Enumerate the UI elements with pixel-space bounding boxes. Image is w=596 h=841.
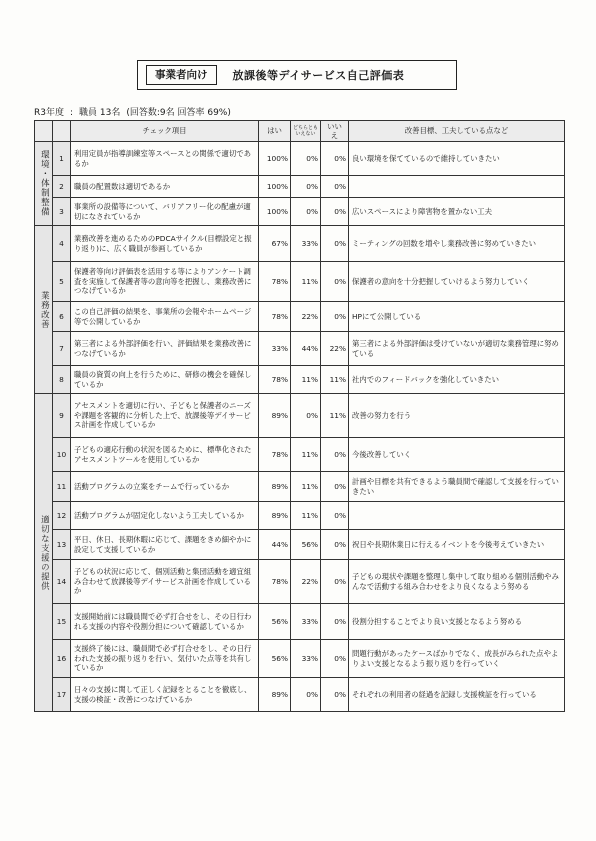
no-value: 0% (321, 678, 349, 712)
yes-value: 78% (259, 302, 291, 332)
check-item: アセスメントを適切に行い、子どもと保護者のニーズや課題を客観的に分析した上で、放課後等デイサービス計画を作成しているか (71, 394, 259, 438)
meta-answers: (回答数:9名 回答率 69%) (126, 108, 231, 118)
table-row (35, 502, 565, 530)
yes-value: 89% (259, 678, 291, 712)
no-value: 22% (321, 332, 349, 366)
neither-value: 0% (291, 678, 321, 712)
row-number: 2 (53, 176, 71, 198)
table-row (35, 678, 565, 712)
check-item: 支援開始前には職員間で必ず打合せをし、その日行われる支援の内容や役割分担について確認しているか (71, 604, 259, 640)
check-item: 職員の資質の向上を行うために、研修の機会を確保しているか (71, 366, 259, 394)
neither-value: 11% (291, 366, 321, 394)
table-row (35, 530, 565, 560)
meta-staff: 職員 13名 (79, 108, 121, 118)
improvement-note: 子どもの現状や課題を整理し集中して取り組める個別活動やみんなで活動する組み合わせをより良くなるよう努める (349, 560, 565, 604)
improvement-note: HPにて公開している (349, 302, 565, 332)
row-number: 17 (53, 678, 71, 712)
no-value: 0% (321, 176, 349, 198)
yes-value: 89% (259, 502, 291, 530)
table-row (35, 176, 565, 198)
row-number: 3 (53, 198, 71, 226)
neither-value: 33% (291, 226, 321, 262)
no-value: 0% (321, 142, 349, 176)
neither-value: 11% (291, 502, 321, 530)
section-label: 業務改善 (35, 226, 53, 394)
no-value: 0% (321, 302, 349, 332)
check-item: 子どもの適応行動の状況を図るために、標準化されたアセスメントツールを使用しているか (71, 438, 259, 472)
table-row (35, 332, 565, 366)
yes-value: 78% (259, 366, 291, 394)
survey-meta (34, 105, 237, 118)
table-row (35, 604, 565, 640)
table-row (35, 394, 565, 438)
header-no-answer: いいえ (321, 121, 349, 142)
improvement-note: 今後改善していく (349, 438, 565, 472)
yes-value: 56% (259, 640, 291, 678)
section-label: 環境・体制整備 (35, 142, 53, 226)
table-row (35, 560, 565, 604)
improvement-note: 社内でのフィードバックを強化していきたい (349, 366, 565, 394)
improvement-note: 祝日や長期休業日に行えるイベントを今後考えていきたい (349, 530, 565, 560)
neither-value: 0% (291, 142, 321, 176)
improvement-note: 保護者の意向を十分把握していけるよう努力していく (349, 262, 565, 302)
neither-value: 0% (291, 176, 321, 198)
table-row (35, 438, 565, 472)
table-row (35, 226, 565, 262)
improvement-note: 第三者による外部評価は受けていないが適切な業務管理に努めている (349, 332, 565, 366)
header-neither: どちらとも いえない (291, 121, 321, 142)
no-value: 11% (321, 366, 349, 394)
header-row (35, 121, 565, 142)
improvement-note (349, 502, 565, 530)
check-item: 子どもの状況に応じて、個別活動と集団活動を適宜組み合わせて放課後等デイサービス計画を作成しているか (71, 560, 259, 604)
table-row (35, 262, 565, 302)
neither-value: 11% (291, 262, 321, 302)
no-value: 0% (321, 530, 349, 560)
no-value: 0% (321, 560, 349, 604)
neither-value: 56% (291, 530, 321, 560)
improvement-note: 役割分担することでより良い支援となるよう努める (349, 604, 565, 640)
no-value: 0% (321, 472, 349, 502)
header-no (53, 121, 71, 142)
check-item: 職員の配置数は適切であるか (71, 176, 259, 198)
yes-value: 78% (259, 262, 291, 302)
row-number: 9 (53, 394, 71, 438)
yes-value: 78% (259, 438, 291, 472)
improvement-note: ミーティングの回数を増やし業務改善に努めていきたい (349, 226, 565, 262)
yes-value: 44% (259, 530, 291, 560)
no-value: 0% (321, 502, 349, 530)
improvement-note: 計画や目標を共有できるよう職員間で確認して支援を行っていきたい (349, 472, 565, 502)
yes-value: 89% (259, 394, 291, 438)
table-row (35, 302, 565, 332)
improvement-note: 広いスペースにより障害物を置かない工夫 (349, 198, 565, 226)
meta-sep: : (69, 108, 74, 118)
neither-value: 33% (291, 640, 321, 678)
neither-value: 22% (291, 302, 321, 332)
yes-value: 33% (259, 332, 291, 366)
check-item: 第三者による外部評価を行い、評価結果を業務改善につなげているか (71, 332, 259, 366)
row-number: 5 (53, 262, 71, 302)
row-number: 1 (53, 142, 71, 176)
table-row (35, 366, 565, 394)
check-item: この自己評価の結果を、事業所の会報やホームページ等で公開しているか (71, 302, 259, 332)
yes-value: 100% (259, 142, 291, 176)
improvement-note: 改善の努力を行う (349, 394, 565, 438)
row-number: 8 (53, 366, 71, 394)
check-item: 平日、休日、長期休暇に応じて、課題をきめ細やかに設定して支援しているか (71, 530, 259, 560)
no-value: 11% (321, 394, 349, 438)
neither-value: 11% (291, 472, 321, 502)
neither-value: 11% (291, 438, 321, 472)
page-title: 放課後等デイサービス自己評価表 (232, 69, 405, 82)
header-improve: 改善目標、工夫している点など (349, 121, 565, 142)
check-item: 利用定員が指導訓練室等スペースとの関係で適切であるか (71, 142, 259, 176)
check-item: 活動プログラムが固定化しないよう工夫しているか (71, 502, 259, 530)
no-value: 0% (321, 438, 349, 472)
no-value: 0% (321, 604, 349, 640)
row-number: 4 (53, 226, 71, 262)
improvement-note: 良い環境を保てているので維持していきたい (349, 142, 565, 176)
no-value: 0% (321, 262, 349, 302)
header-yes: はい (259, 121, 291, 142)
yes-value: 89% (259, 472, 291, 502)
improvement-note (349, 176, 565, 198)
neither-value: 44% (291, 332, 321, 366)
row-number: 15 (53, 604, 71, 640)
neither-value: 33% (291, 604, 321, 640)
yes-value: 100% (259, 198, 291, 226)
row-number: 13 (53, 530, 71, 560)
neither-value: 22% (291, 560, 321, 604)
check-item: 日々の支援に関して正しく記録をとることを徹底し、支援の検証・改善につなげているか (71, 678, 259, 712)
check-item: 事業所の設備等について、バリアフリー化の配慮が適切になされているか (71, 198, 259, 226)
check-item: 活動プログラムの立案をチームで行っているか (71, 472, 259, 502)
check-item: 保護者等向け評価表を活用する等によりアンケート調査を実施して保護者等の意向等を把握し、業務改善につなげているか (71, 262, 259, 302)
row-number: 7 (53, 332, 71, 366)
title-box (137, 60, 457, 90)
yes-value: 78% (259, 560, 291, 604)
no-value: 0% (321, 198, 349, 226)
header-section (35, 121, 53, 142)
yes-value: 100% (259, 176, 291, 198)
no-value: 0% (321, 640, 349, 678)
check-item: 支援終了後には、職員間で必ず打合せをし、その日行われた支援の振り返りを行い、気付いた点等を共有しているか (71, 640, 259, 678)
header-item: チェック項目 (71, 121, 259, 142)
yes-value: 67% (259, 226, 291, 262)
row-number: 6 (53, 302, 71, 332)
section-label: 適切な支援の提供 (35, 394, 53, 712)
improvement-note: 問題行動があったケースばかりでなく、成長がみられた点やよりよい支援となるよう振り返りを行っていく (349, 640, 565, 678)
row-number: 11 (53, 472, 71, 502)
row-number: 16 (53, 640, 71, 678)
row-number: 14 (53, 560, 71, 604)
improvement-note: それぞれの利用者の経過を記録し支援検証を行っている (349, 678, 565, 712)
table-row (35, 142, 565, 176)
table-row (35, 640, 565, 678)
neither-value: 0% (291, 198, 321, 226)
neither-value: 0% (291, 394, 321, 438)
meta-year: R3年度 (34, 108, 64, 118)
check-item: 業務改善を進めるためのPDCAサイクル(目標設定と振り返り)に、広く職員が参画しているか (71, 226, 259, 262)
table-row (35, 472, 565, 502)
yes-value: 56% (259, 604, 291, 640)
audience-tag: 事業者向け (146, 65, 217, 85)
no-value: 0% (321, 226, 349, 262)
row-number: 12 (53, 502, 71, 530)
evaluation-table (34, 120, 565, 712)
table-body (35, 142, 565, 712)
row-number: 10 (53, 438, 71, 472)
table-row (35, 198, 565, 226)
